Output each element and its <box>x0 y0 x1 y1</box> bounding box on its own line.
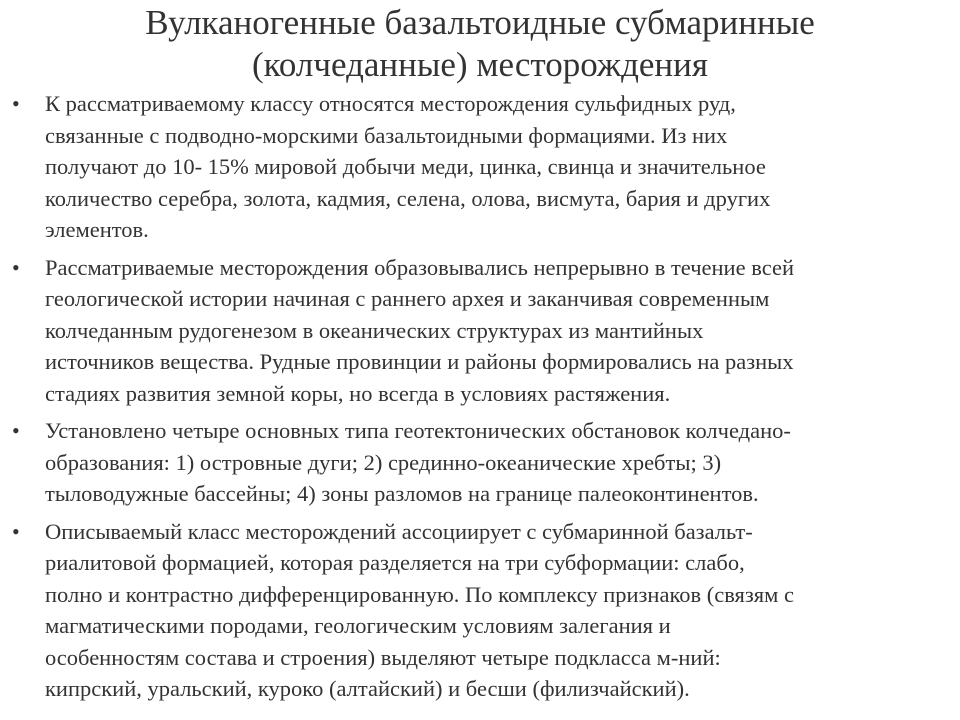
bullet-line: источников вещества. Рудные провинции и районы формировались на разных <box>45 349 794 374</box>
bullet-icon: • <box>12 91 20 116</box>
bullet-line: кипрский, уральский, куроко (алтайский) и бесши (филизчайский). <box>45 676 690 701</box>
bullet-line: риалитовой формацией, которая разделяется на три субформации: слабо, <box>45 550 745 575</box>
bullet-line: колчеданным рудогенезом в океанических структурах из мантийных <box>45 317 704 343</box>
bullet-line: тыловодужные бассейны; 4) зоны разломов на границе палеоконтинентов. <box>45 481 759 506</box>
bullet-line: магматическими породами, геологическим условиям залегания и <box>45 613 671 638</box>
bullet-item-1 <box>0 88 960 246</box>
bullet-text <box>45 516 940 705</box>
bullet-line: Рассматриваемые месторождения образовывались непрерывно в течение всей <box>45 254 794 280</box>
slide-title <box>40 2 920 86</box>
bullet-line: стадиях развития земной коры, но всегда в условиях растяжения. <box>45 380 671 406</box>
bullet-line: образования: 1) островные дуги; 2) срединно-океанические хребты; 3) <box>45 449 722 475</box>
bullet-icon: • <box>12 418 20 443</box>
title-line-2: (колчеданные) месторождения <box>252 45 708 84</box>
bullet-line: Описываемый класс месторождений ассоциирует с субмаринной базальт- <box>45 518 753 544</box>
bullet-line: получают до 10- 15% мировой добычи меди, цинка, свинца и значительное <box>45 154 766 179</box>
bullet-list <box>0 88 960 711</box>
bullet-icon: • <box>12 254 20 280</box>
bullet-item-2 <box>0 252 960 410</box>
bullet-line: Установлено четыре основных типа геотектонических обстановок колчедано- <box>45 418 791 443</box>
bullet-line: полно и контрастно дифференцированную. По комплексу признаков (связям с <box>45 581 794 607</box>
bullet-item-3 <box>0 415 960 510</box>
bullet-text <box>45 415 940 510</box>
bullet-line: связанные с подводно-морскими базальтоидными формациями. Из них <box>45 122 728 148</box>
bullet-line: геологической истории начиная с раннего архея и заканчивая современным <box>45 286 770 311</box>
bullet-text <box>45 252 940 410</box>
bullet-text <box>45 88 940 246</box>
bullet-item-4 <box>0 516 960 705</box>
bullet-line: количество серебра, золота, кадмия, селена, олова, висмута, бария и других <box>45 185 771 211</box>
bullet-line: особенностям состава и строения) выделяют четыре подкласса м-ний: <box>45 644 721 670</box>
title-line-1: Вулканогенные базальтоидные субмаринные <box>145 3 815 42</box>
bullet-line: элементов. <box>45 217 149 242</box>
bullet-icon: • <box>12 518 20 544</box>
bullet-line: К рассматриваемому классу относятся месторождения сульфидных руд, <box>45 91 736 116</box>
